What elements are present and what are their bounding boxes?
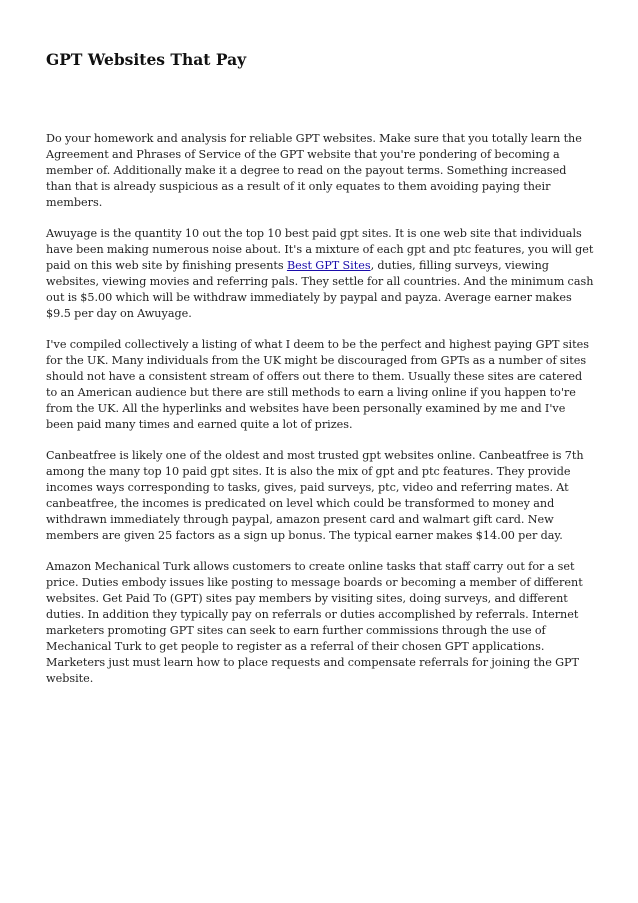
paragraph-uk-sites: I've compiled collectively a listing of what I deem to be the perfect and highest paying GPT sites for the UK. Many individuals from the UK might be discouraged from GPTs as a number of sites should not have a consistent stream of offers out there to them. Usually these sites are catered to an American audience but there are still methods to earn a living online if you happen to're from the UK. All the hyperlinks and websites have been personally examined by me and I've been paid many times and earned quite a lot of prizes. xyxy=(46,338,589,431)
paragraph-awuyage-text-after: , duties, filling surveys, viewing websites, viewing movies and referring pals. They settle for all countries. And the minimum cash out is $5.00 which will be withdraw immediately by paypal and payza. Average earner makes $9.5 per day on Awuyage. xyxy=(46,259,594,320)
best-gpt-sites-link[interactable]: Best GPT Sites xyxy=(286,259,371,272)
paragraph-awuyage xyxy=(46,226,594,322)
page-title: GPT Websites That Pay xyxy=(46,50,247,69)
paragraph-awuyage-text-before: Awuyage is the quantity 10 out the top 10 best paid gpt sites. It is one web site that individuals have been making numerous noise about. It's a mixture of each gpt and ptc features, you will get paid on this web site by finishing presents xyxy=(46,227,594,272)
document-body xyxy=(46,131,594,702)
paragraph-canbeatfree: Canbeatfree is likely one of the oldest and most trusted gpt websites online. Canbeatfree is 7th among the many top 10 paid gpt sites. It is also the mix of gpt and ptc features. They provide incomes ways corresponding to tasks, gives, paid surveys, ptc, video and referring mates. At canbeatfree, the incomes is predicated on level which could be transformed to money and withdrawn immediately through paypal, amazon present card and walmart gift card. New members are given 25 factors as a sign up bonus. The typical earner makes $14.00 per day. xyxy=(46,449,584,542)
paragraph-homework: Do your homework and analysis for reliable GPT websites. Make sure that you totally learn the Agreement and Phrases of Service of the GPT website that you're pondering of becoming a member of. Additionally make it a degree to read on the payout terms. Something increased than that is already suspicious as a result of it only equates to them avoiding paying their members. xyxy=(46,132,582,209)
paragraph-mechanical-turk: Amazon Mechanical Turk allows customers to create online tasks that staff carry out for a set price. Duties embody issues like posting to message boards or becoming a member of different websites. Get Paid To (GPT) sites pay members by visiting sites, doing surveys, and different duties. In addition they typically pay on referrals or duties accomplished by referrals. Internet marketers promoting GPT sites can seek to earn further commissions through the use of Mechanical Turk to get people to register as a referral of their chosen GPT applications. Marketers just must learn how to place requests and compensate referrals for joining the GPT website. xyxy=(46,560,583,685)
